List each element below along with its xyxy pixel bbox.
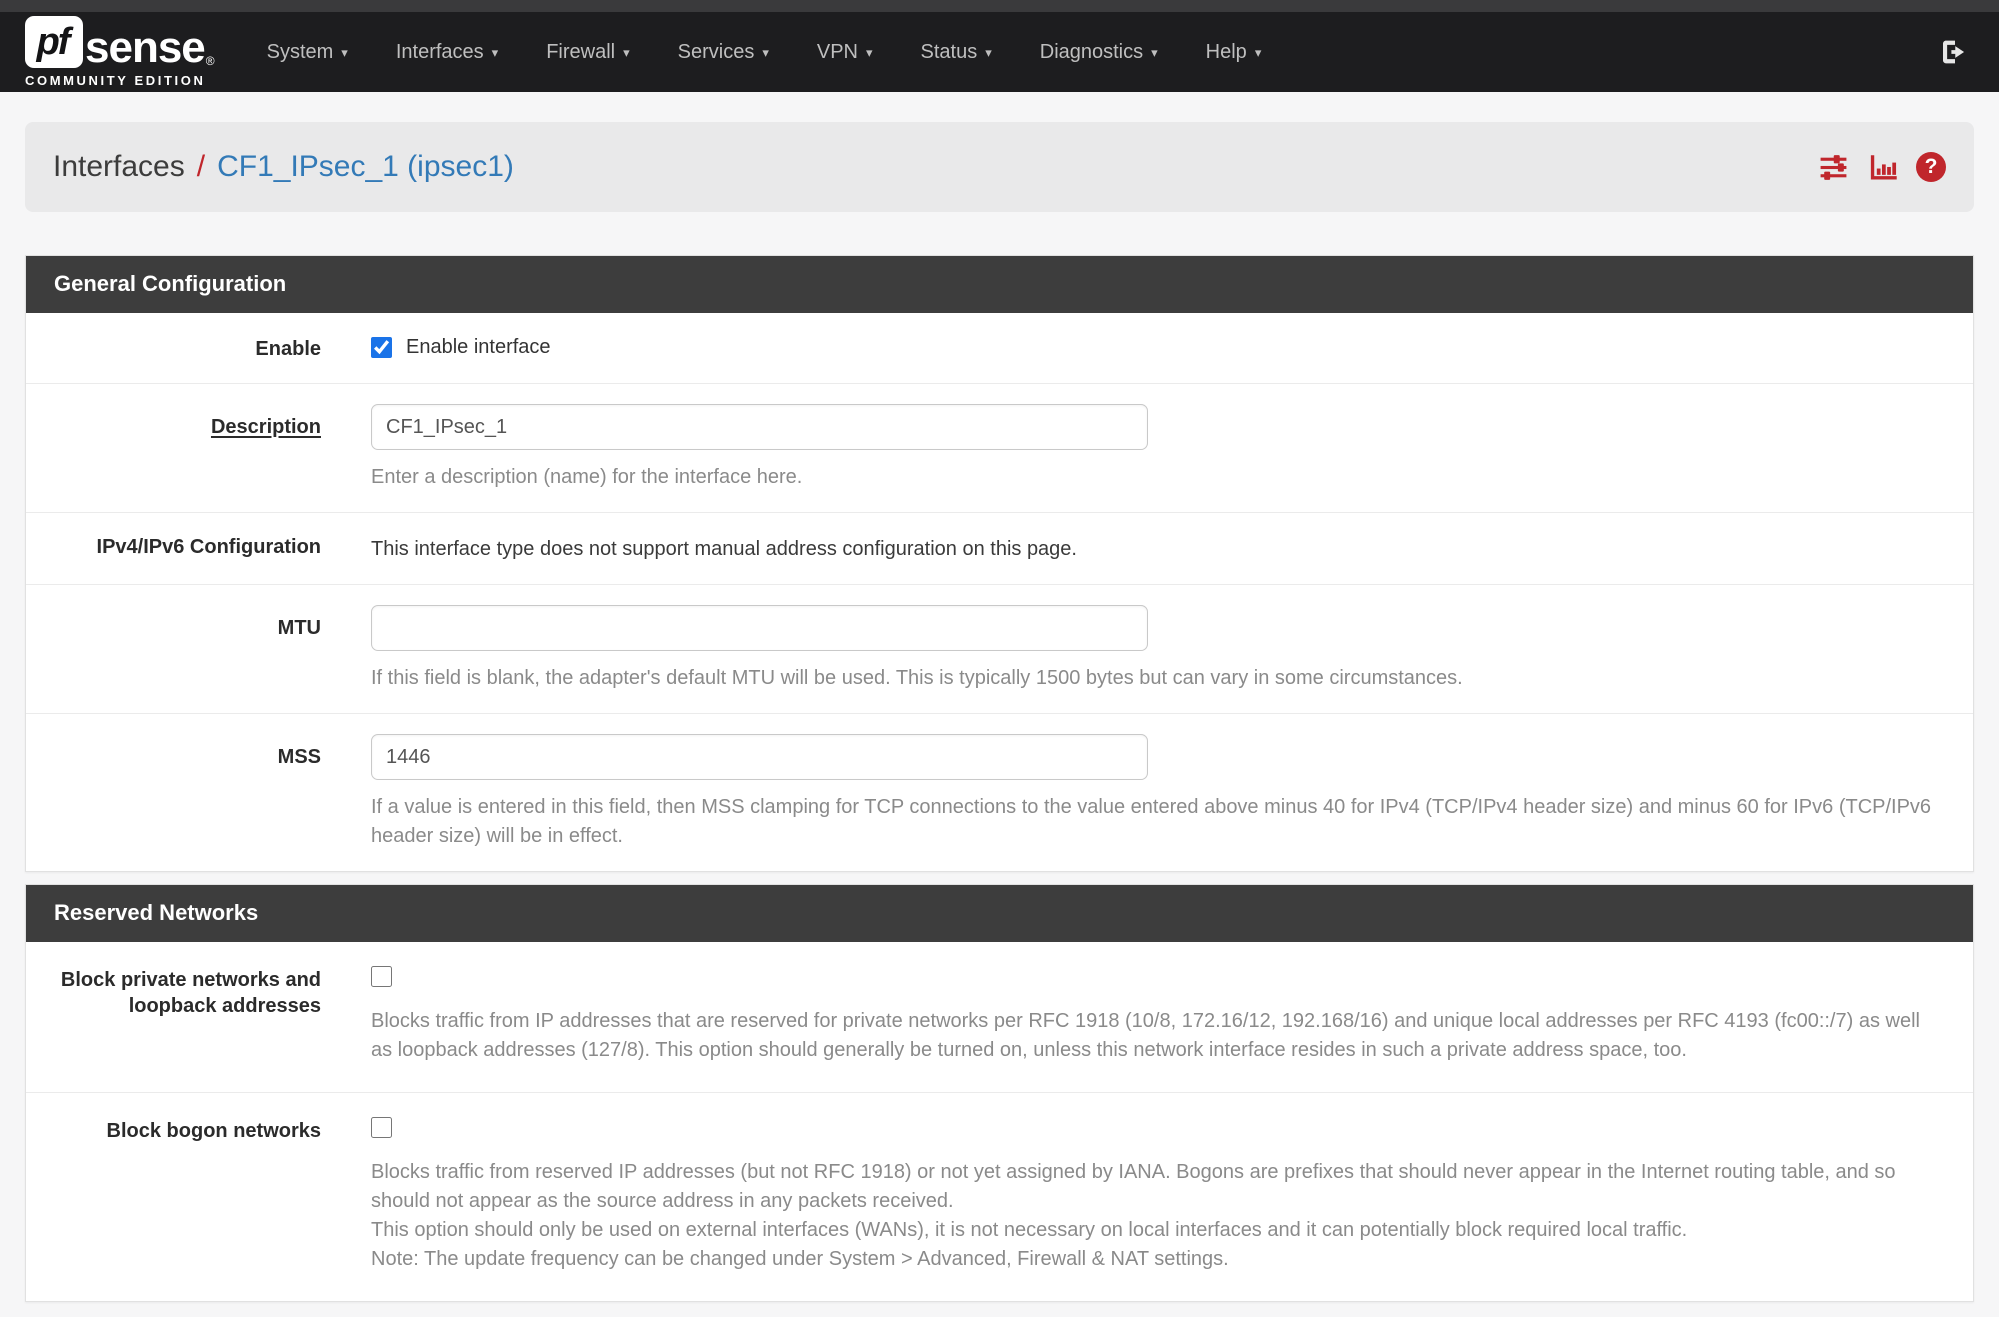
sign-out-icon[interactable] bbox=[1937, 36, 1969, 68]
description-help-text: Enter a description (name) for the interface here. bbox=[371, 466, 803, 488]
chevron-down-icon: ▾ bbox=[341, 45, 348, 60]
chevron-down-icon: ▾ bbox=[865, 45, 873, 60]
enable-interface-checkbox-label: Enable interface bbox=[406, 336, 551, 358]
nav-item-services[interactable] bbox=[654, 12, 793, 92]
nav-item-label: Services bbox=[677, 40, 755, 63]
nav-item-firewall[interactable] bbox=[522, 12, 653, 92]
mtu-help-text: If this field is blank, the adapter's default MTU will be used. This is typically 1500 bytes but can vary in some circumstances. bbox=[371, 667, 1463, 689]
mtu-row bbox=[26, 584, 1973, 713]
chevron-down-icon: ▾ bbox=[1254, 45, 1262, 60]
mss-help-text: If a value is entered in this field, then MSS clamping for TCP connections to the value entered above minus 40 for IPv4 (TCP/IPv4 header size) and minus 60 for IPv6 (TCP/IPv6 header size) will be in effect. bbox=[371, 796, 1932, 847]
ip-configuration-label: IPv4/IPv6 Configuration bbox=[96, 536, 321, 558]
block-private-label: Block private networks and loopback addresses bbox=[60, 969, 321, 1017]
reserved-networks-panel bbox=[25, 884, 1974, 1302]
ip-configuration-text: This interface type does not support manual address configuration on this page. bbox=[371, 538, 1077, 560]
community-edition-label: COMMUNITY EDITION bbox=[25, 73, 206, 88]
registered-mark: ® bbox=[205, 54, 215, 68]
chevron-down-icon: ▾ bbox=[491, 45, 499, 60]
main-navbar bbox=[0, 12, 1999, 92]
general-configuration-heading: General Configuration bbox=[26, 256, 1973, 313]
chevron-down-icon: ▾ bbox=[623, 45, 630, 60]
mss-label: MSS bbox=[277, 746, 321, 768]
nav-item-label: Help bbox=[1205, 40, 1247, 63]
enable-row bbox=[26, 313, 1973, 383]
breadcrumb-current-link[interactable]: CF1_IPsec_1 (ipsec1) bbox=[217, 150, 514, 183]
sliders-icon[interactable] bbox=[1818, 152, 1849, 183]
breadcrumb bbox=[25, 122, 1974, 212]
mss-row bbox=[26, 713, 1973, 871]
block-bogon-checkbox[interactable] bbox=[371, 1117, 392, 1138]
nav-item-label: Interfaces bbox=[395, 40, 484, 63]
nav-item-label: VPN bbox=[816, 40, 858, 63]
nav-item-status[interactable] bbox=[897, 12, 1016, 92]
nav-item-interfaces[interactable] bbox=[372, 12, 522, 92]
nav-menu bbox=[243, 12, 1286, 92]
help-icon[interactable]: ? bbox=[1916, 152, 1946, 182]
mss-input[interactable] bbox=[371, 734, 1148, 780]
block-private-checkbox[interactable] bbox=[371, 966, 392, 987]
pfsense-logo[interactable] bbox=[25, 16, 215, 88]
chevron-down-icon: ▾ bbox=[1151, 45, 1158, 60]
breadcrumb-separator: / bbox=[196, 150, 206, 183]
ip-configuration-row bbox=[26, 512, 1973, 584]
pf-logo-text: pf bbox=[36, 20, 69, 63]
nav-item-vpn[interactable] bbox=[793, 12, 897, 92]
block-private-help-text: Blocks traffic from IP addresses that are reserved for private networks per RFC 1918 (10/8, 172.16/12, 192.168/16) and unique local addresses per RFC 4193 (fc00::/7) as well as loopback addresses (127/8). This option should generally be turned on, unless this network interface resides in such a private address space, too. bbox=[371, 1010, 1920, 1061]
pf-logo-box bbox=[25, 16, 83, 68]
block-bogon-help-line2: This option should only be used on external interfaces (WANs), it is not necessary on local interfaces and it can potentially block required local traffic. bbox=[371, 1219, 1688, 1241]
mtu-input[interactable] bbox=[371, 605, 1148, 651]
general-configuration-panel bbox=[25, 255, 1974, 872]
enable-label: Enable bbox=[255, 338, 321, 360]
block-bogon-help-line1: Blocks traffic from reserved IP addresses (but not RFC 1918) or not yet assigned by IANA. Bogons are prefixes that should never appear in the Internet routing table, and so should not appear as the source address in any packets received. bbox=[371, 1161, 1896, 1212]
nav-item-system[interactable] bbox=[243, 12, 372, 92]
nav-item-label: System bbox=[266, 40, 334, 63]
mtu-label: MTU bbox=[277, 617, 321, 639]
reserved-networks-heading: Reserved Networks bbox=[26, 885, 1973, 942]
nav-item-label: Status bbox=[920, 40, 978, 63]
breadcrumb-section: Interfaces bbox=[53, 150, 185, 183]
description-label: Description bbox=[210, 416, 321, 438]
nav-item-label: Firewall bbox=[546, 40, 616, 63]
block-bogon-row bbox=[26, 1092, 1973, 1301]
description-row bbox=[26, 383, 1973, 512]
description-input[interactable] bbox=[371, 404, 1148, 450]
bar-chart-icon[interactable] bbox=[1867, 152, 1898, 183]
chevron-down-icon: ▾ bbox=[762, 45, 769, 60]
sense-logo-text: sense bbox=[85, 22, 205, 72]
nav-item-diagnostics[interactable] bbox=[1016, 12, 1182, 92]
nav-item-label: Diagnostics bbox=[1039, 40, 1144, 63]
nav-item-help[interactable] bbox=[1182, 12, 1286, 92]
enable-interface-checkbox[interactable] bbox=[371, 337, 392, 358]
top-strip bbox=[0, 0, 1999, 12]
block-private-row bbox=[26, 942, 1973, 1092]
block-bogon-help-line3: Note: The update frequency can be changed under System > Advanced, Firewall & NAT settings. bbox=[371, 1248, 1229, 1270]
chevron-down-icon: ▾ bbox=[985, 45, 992, 60]
block-bogon-label: Block bogon networks bbox=[106, 1120, 321, 1142]
